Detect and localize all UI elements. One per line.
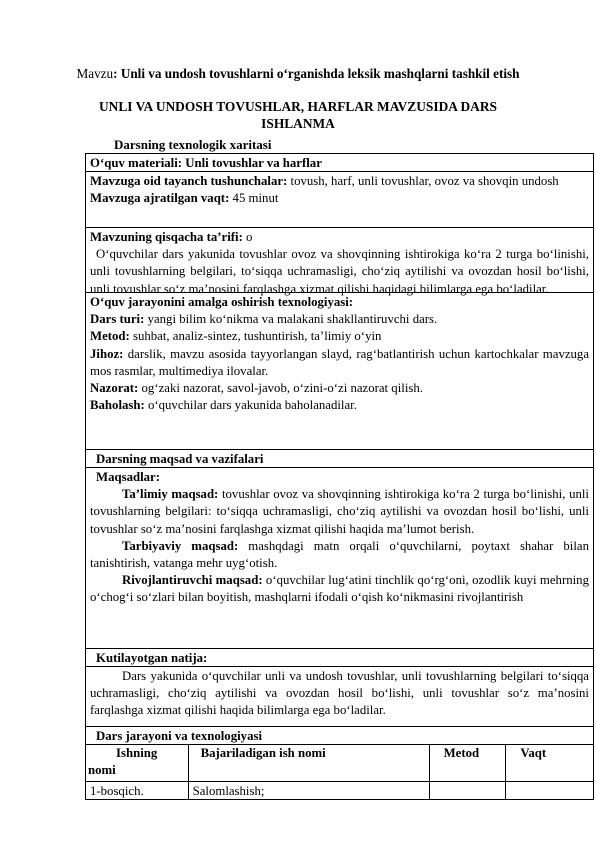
summary-row bbox=[85, 227, 594, 296]
concepts-row bbox=[85, 171, 594, 228]
aims-label: Maqsadlar: bbox=[96, 470, 160, 484]
topic-line bbox=[0, 65, 596, 82]
subtitle: Darsning texnologik xaritasi bbox=[114, 137, 272, 152]
type-label: Dars turi: bbox=[90, 312, 145, 327]
goals-title: Darsning maqsad va vazifalari bbox=[96, 452, 264, 466]
result-title-row bbox=[85, 648, 594, 667]
control-label: Nazorat: bbox=[90, 381, 139, 396]
method-text: suhbat, analiz-sintez, tushuntirish, ta’limiy o‘yin bbox=[129, 329, 382, 344]
main-title: UNLI VA UNDOSH TOVUSHLAR, HARFLAR MAVZUSIDA DARS ISHLANMA bbox=[99, 99, 497, 131]
row-time bbox=[506, 782, 593, 799]
row-stage: 1-bosqich. bbox=[86, 782, 189, 799]
tools-text: darslik, mavzu asosida tayyorlangan slayd, rag‘batlantirish uchun kartochkalar mavzuga mos rasmlar, multimediya ilovalar. bbox=[90, 346, 589, 378]
time-label: Mavzuga ajratilgan vaqt: bbox=[90, 191, 230, 206]
summary-text2: O‘quvchilar dars yakunida tovushlar ovoz va shovqinning ishtirokiga ko‘ra 2 turga bo‘linishi, unli tovushlarning belgilari, to‘siqqa uchramasligi, cho‘ziq aytilishi va ovozdan hosil bo‘lishi, unli tovushlar so‘z ma’nosini farqlashga xizmat qilishi haqidagi bilimlarga ega bo‘ladilar. bbox=[90, 247, 589, 296]
table-header-row bbox=[85, 744, 594, 782]
col-header-task: Bajariladigan ish nomi bbox=[189, 744, 430, 781]
process-title: Dars jarayoni va texnologiyasi bbox=[96, 729, 262, 743]
process-row bbox=[85, 292, 594, 450]
row-task: Salomlashish; bbox=[189, 782, 430, 799]
assess-label: Baholash: bbox=[90, 398, 145, 413]
process-label: O‘quv jarayonini amalga oshirish texnologiyasi: bbox=[90, 295, 354, 309]
dev-text: o‘quvchilar lug‘atini tinchlik qo‘rg‘oni, ozodlik kuyi mehrning o‘chog‘i so‘zlari bilan boyitish, mashqlarni ifodali o‘qish ko‘nikmasini rivojlantirish bbox=[90, 573, 589, 605]
time-line bbox=[90, 190, 589, 207]
summary-text1: o bbox=[242, 230, 253, 244]
material-row bbox=[85, 153, 594, 172]
aims-row bbox=[85, 467, 594, 649]
summary-line bbox=[90, 229, 589, 246]
time-text: 45 minut bbox=[229, 191, 279, 206]
col-header-method: Metod bbox=[430, 744, 507, 781]
upbr-label: Tarbiyaviy maqsad: bbox=[122, 538, 239, 553]
assess-text: o‘quvchilar dars yakunida baholanadilar. bbox=[144, 398, 357, 413]
control-text: og‘zaki nazorat, savol-javob, o‘zini-o‘zi nazorat qilish. bbox=[138, 381, 423, 396]
topic-text: : Unli va undosh tovushlarni o‘rganishda leksik mashqlarni tashkil etish bbox=[113, 66, 520, 81]
row-method bbox=[430, 782, 507, 799]
topic-label: Mavzu bbox=[76, 66, 114, 81]
result-row bbox=[85, 666, 594, 727]
dev-label: Rivojlantiruvchi maqsad: bbox=[122, 573, 263, 588]
col-header-name: Ishning nomi bbox=[86, 744, 189, 781]
tools-label: Jihoz: bbox=[90, 346, 124, 361]
summary-label: Mavzuning qisqacha ta’rifi: bbox=[90, 230, 243, 244]
edu-text: tovushlar ovoz va shovqinning ishtirokiga ko‘ra 2 turga bo‘linishi, unli tovushlarning belgilari: to‘siqqa uchramasligi, cho‘ziq aytilishi va ovozdan hosil bo‘lishi, unli tovushlar so‘z ma’nosini farqlashga xizmat qilishi haqida ma’lumot berish. bbox=[90, 487, 589, 536]
edu-label: Ta’limiy maqsad: bbox=[122, 487, 219, 502]
goals-title-row bbox=[85, 449, 594, 468]
upbr-text: mashqdagi matn orqali o‘quvchilarni, poytaxt shahar bilan tanishtirish, vatanga mehr uyg‘otish. bbox=[90, 538, 589, 571]
concepts-label: Mavzuga oid tayanch tushunchalar: bbox=[90, 174, 288, 188]
concepts-line bbox=[90, 173, 589, 190]
process-title-row bbox=[85, 726, 594, 745]
col-header-time: Vaqt bbox=[520, 746, 547, 760]
material-cell: O‘quv materiali: Unli tovushlar va harflar bbox=[90, 156, 322, 170]
table-row bbox=[85, 782, 594, 800]
result-text: Dars yakunida o‘quvchilar unli va undosh tovushlar, unli tovushlarning belgilari to‘siqqa uchramasligi, cho‘ziq aytilishi va ovozdan hosil bo‘lishi, unli tovushlar so‘z ma’nosini farqlashga xizmat qilishi haqida bilimlarga ega bo‘ladilar. bbox=[90, 669, 589, 718]
method-label: Metod: bbox=[90, 329, 130, 344]
concepts-text: tovush, harf, unli tovushlar, ovoz va shovqin undosh bbox=[287, 174, 559, 188]
type-text: yangi bilim ko‘nikma va malakani shakllantiruvchi dars. bbox=[144, 312, 438, 327]
result-label: Kutilayotgan natija: bbox=[96, 651, 208, 665]
